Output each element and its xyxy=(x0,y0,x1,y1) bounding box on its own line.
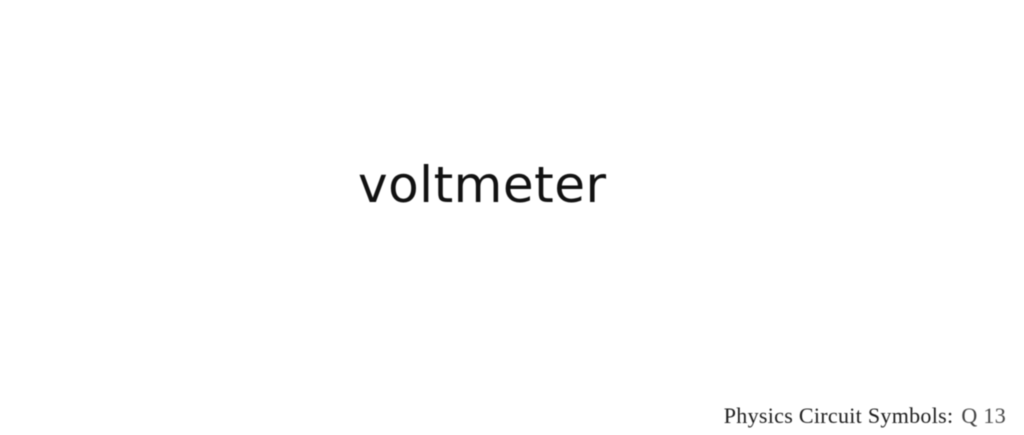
question-number: Q 13 xyxy=(961,403,1006,428)
card-term: voltmeter xyxy=(358,156,607,214)
deck-title: Physics Circuit Symbols: xyxy=(723,403,954,428)
card-footer xyxy=(724,403,1006,429)
